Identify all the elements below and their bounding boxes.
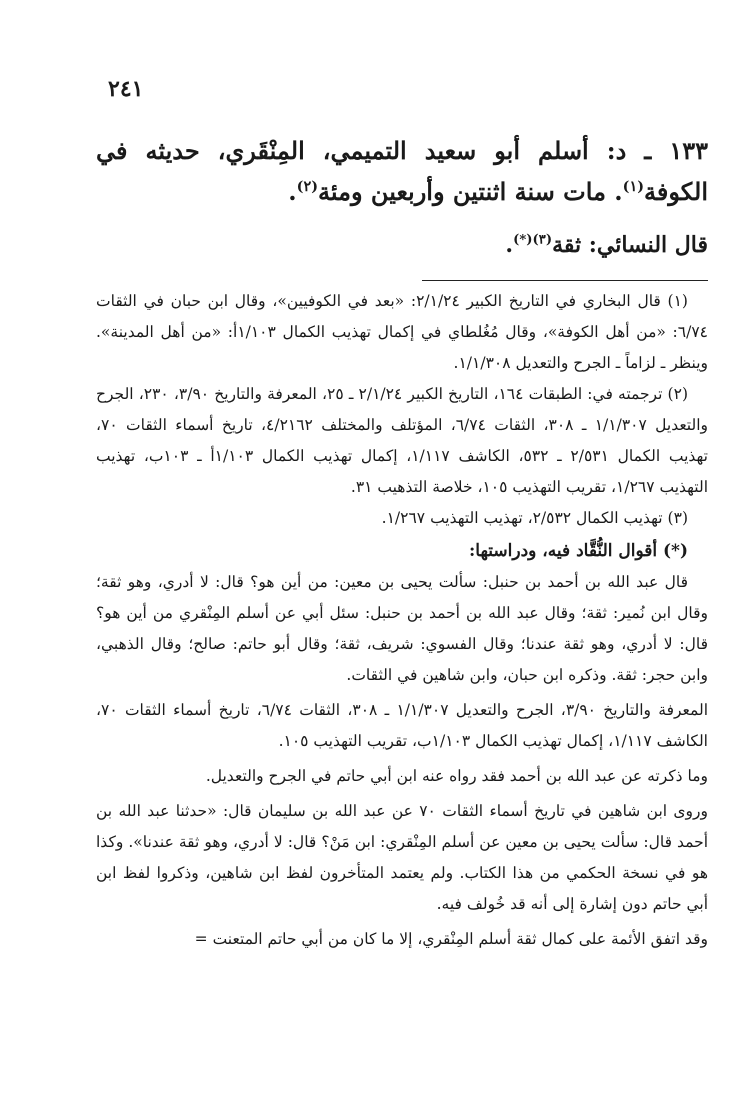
- quote-text: قال النسائي: ثقة: [552, 232, 708, 258]
- footnote-marker-2: (٢): [296, 178, 319, 195]
- quote-end-punct: .: [505, 232, 514, 258]
- main-entry: [96, 130, 708, 264]
- entry-end-punct: .: [288, 177, 297, 206]
- footnote-1: (١) قال البخاري في التاريخ الكبير ٢/١/٢٤: «بعد في الكوفيين»، وقال ابن حبان في الثقات ٦/٧٤: «من أهل الكوفة»، وقال مُغُلطاي في إكمال تهذيب الكمال ١/١٠٣أ: «من أهل المدينة». وينظر ـ لزاماً ـ الجرح والتعديل ١/١/٣٠٨.: [96, 292, 708, 372]
- sources-paragraph: المعرفة والتاريخ ٣/٩٠، الجرح والتعديل ١/١/٣٠٧ ـ ٣٠٨، الثقات ٦/٧٤، تاريخ أسماء الثقات ٧٠، الكاشف ١/١١٧، إكمال تهذيب الكمال ١/١٠٣ب، تقريب التهذيب ١٠٥.: [96, 701, 709, 750]
- footnote-3: (٣) تهذيب الكمال ٢/٥٣٢، تهذيب التهذيب ١/٢٦٧.: [381, 509, 688, 527]
- critics-paragraph-1: قال عبد الله بن أحمد بن حنبل: سألت يحيى بن معين: من أين هو؟ قال: لا أدري، وهو ثقة؛ وقال ابن نُمير: ثقة؛ وقال عبد الله بن أحمد بن حنبل: سئل أبي عن أسلم المِنْقري من أين هو؟ قال: لا أدري، وهو ثقة عندنا؛ وقال الفسوي: شريف، ثقة؛ وقال أبو حاتم: صالح؛ وقال الذهبي، وابن حجر: ثقة. وذكره ابن حبان، وابن شاهين في الثقات.: [96, 573, 708, 684]
- footnote-2: (٢) ترجمته في: الطبقات ١٦٤، التاريخ الكبير ٢/١/٢٤ ـ ٢٥، المعرفة والتاريخ ٣/٩٠، ٢٣٠، الجرح والتعديل ١/١/٣٠٧ ـ ٣٠٨، الثقات ٦/٧٤، المؤتلف والمختلف ٤/٢١٦٢، تاريخ أسماء الثقات ٧٠، تهذيب الكمال ٢/٥٣١ ـ ٥٣٢، الكاشف ١/١١٧، إكمال تهذيب الكمال ١/١٠٣أ ـ ١٠٣ب، تهذيب التهذيب ١/٢٦٧، تقريب التهذيب ١٠٥، خلاصة التذهيب ٣١.: [96, 385, 708, 496]
- critics-section-heading: (*) أقوال النُّقَّاد فيه، ودراستها:: [469, 541, 688, 561]
- entry-heading: [96, 130, 708, 212]
- critics-paragraph-4: وقد اتفق الأئمة على كمال ثقة أسلم المِنْقري، إلا ما كان من أبي حاتم المتعنت =: [194, 930, 708, 948]
- entry-heading-text: ١٣٣ ـ د: أسلم أبو سعيد التميمي، المِنْقَري، حديثه في الكوفة: [96, 136, 708, 206]
- footnote-marker-1: (١): [622, 178, 645, 195]
- critics-paragraph-3: وروى ابن شاهين في تاريخ أسماء الثقات ٧٠ عن عبد الله بن سليمان قال: «حدثنا عبد الله بن أحمد قال: سألت يحيى بن معين عن أسلم المِنْقري: ابن مَنْ؟ قال: لا أدري، وهو ثقة عندنا». وكذا هو في نسخة الحكمي من هذا الكتاب. ولم يعتمد المتأخرون لفظ ابن شاهين، وذكروا لفظ ابن أبي حاتم دون إشارة إلى أنه قد خُولف فيه.: [96, 802, 708, 913]
- page-number: ٢٤١: [108, 76, 144, 102]
- critics-paragraph-2: وما ذكرته عن عبد الله بن أحمد فقد رواه عنه ابن أبي حاتم في الجرح والتعديل.: [205, 767, 708, 785]
- footnotes-section: [96, 286, 708, 955]
- footnote-divider: [422, 280, 708, 281]
- footnote-marker-3: (٣)(*): [513, 232, 553, 248]
- nasai-quote: [96, 226, 708, 264]
- entry-death-text: . مات سنة اثنتين وأربعين ومئة: [318, 177, 623, 206]
